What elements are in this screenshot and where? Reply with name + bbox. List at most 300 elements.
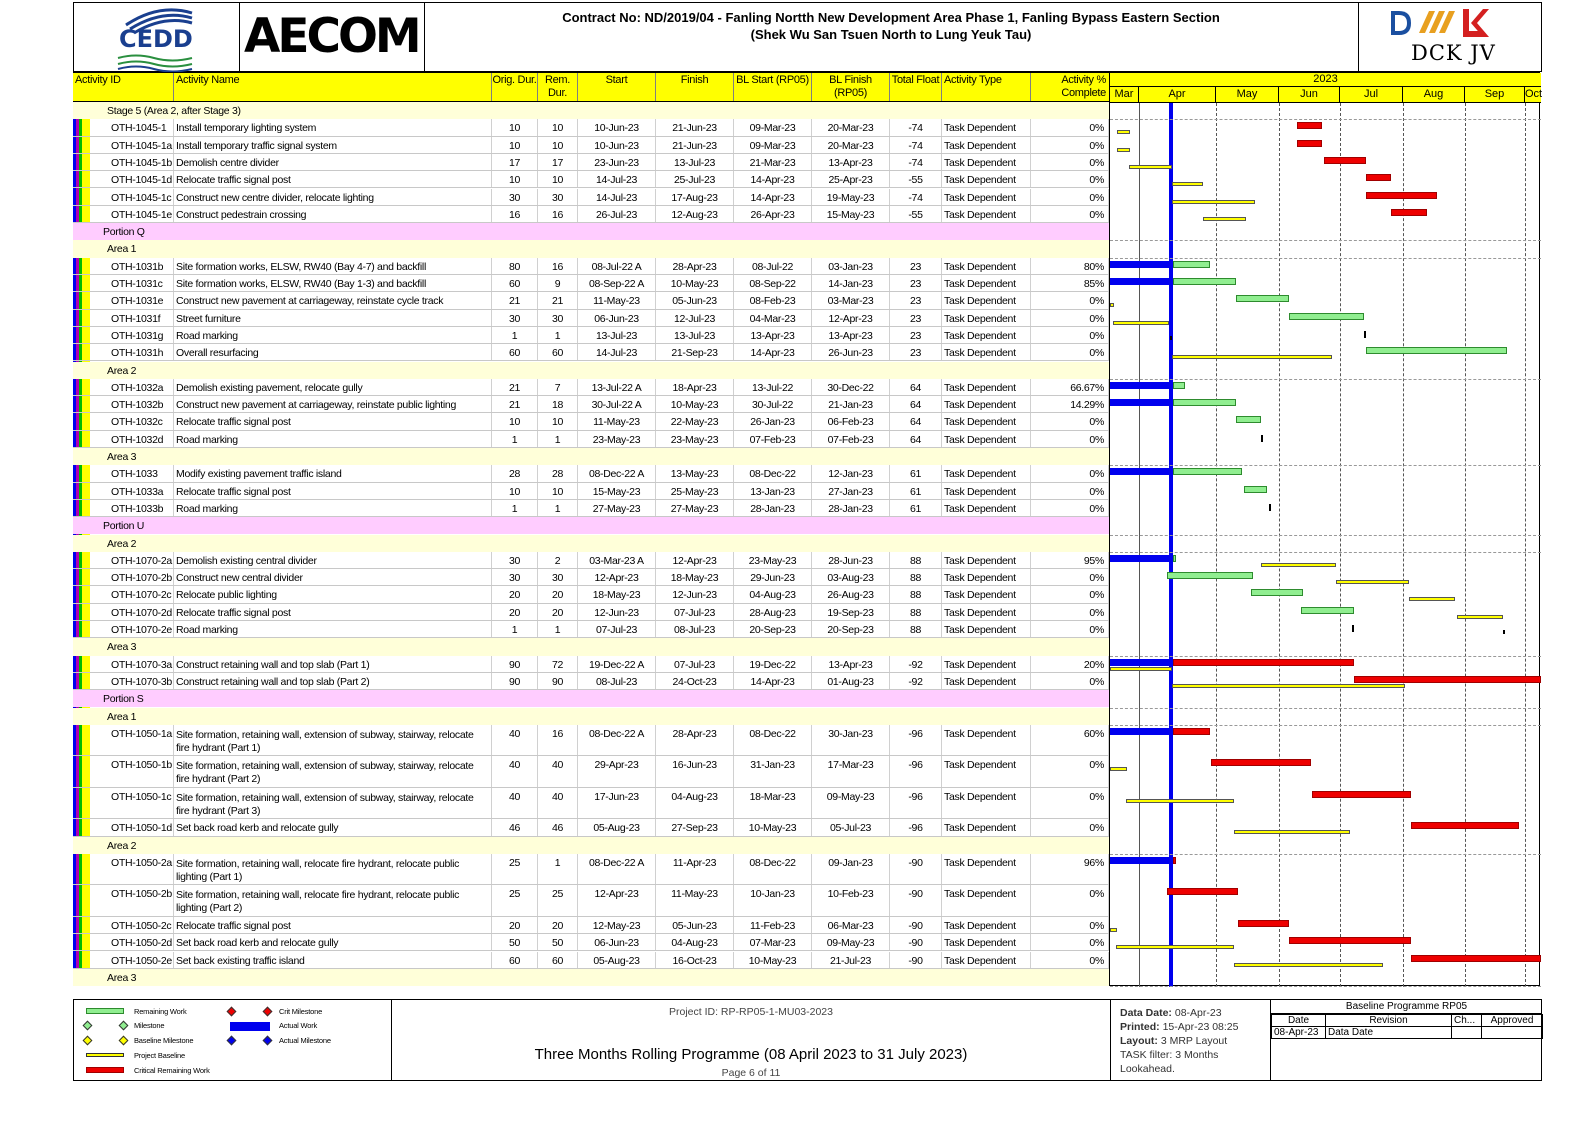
- group-separator: [1110, 258, 1541, 259]
- table-row[interactable]: [73, 673, 1109, 690]
- cell-blf: 14-Jan-23: [812, 275, 890, 291]
- footer: [73, 999, 1542, 1081]
- cell-bls: 14-Apr-23: [734, 673, 812, 689]
- cell-tf: 88: [890, 552, 942, 568]
- cell-pct: 0%: [1031, 154, 1109, 170]
- cell-bls: 21-Mar-23: [734, 154, 812, 170]
- baseline-diamond-icon: [119, 1036, 129, 1046]
- table-row[interactable]: [73, 483, 1109, 500]
- cell-id: OTH-1050-2a: [99, 854, 174, 885]
- cell-orig: 10: [492, 119, 538, 135]
- cell-tf: 64: [890, 396, 942, 412]
- cell-blf: 28-Jan-23: [812, 500, 890, 516]
- legend-remaining: Remaining Work: [134, 1007, 187, 1016]
- cell-tf: 23: [890, 327, 942, 343]
- cell-finish: 10-May-23: [656, 275, 734, 291]
- cell-name: Site formation works, ELSW, RW40 (Bay 1-3) and backfill: [174, 275, 492, 291]
- cell-start: 08-Sep-22 A: [578, 275, 656, 291]
- cell-blf: 30-Jan-23: [812, 725, 890, 756]
- cell-finish: 04-Aug-23: [656, 934, 734, 950]
- cell-orig: 80: [492, 258, 538, 274]
- month-jun: Jun: [1279, 87, 1340, 102]
- col-activity-name: Activity Name: [174, 73, 492, 101]
- cell-name: Relocate traffic signal post: [174, 483, 492, 499]
- cell-tf: 88: [890, 604, 942, 620]
- table-row[interactable]: [73, 137, 1109, 154]
- table-row[interactable]: [73, 396, 1109, 413]
- rev-col-revision: Revision: [1326, 1015, 1452, 1027]
- cell-id: OTH-1050-2b: [99, 885, 174, 916]
- baseline-bar: [1261, 563, 1336, 567]
- cell-blf: 20-Mar-23: [812, 137, 890, 153]
- month-sep: Sep: [1465, 87, 1525, 102]
- cell-id: OTH-1033a: [99, 483, 174, 499]
- legend-milestone: Milestone: [134, 1021, 165, 1030]
- cell-type: Task Dependent: [942, 206, 1031, 222]
- table-row[interactable]: [73, 569, 1109, 586]
- cell-start: 06-Jun-23: [578, 310, 656, 326]
- cell-finish: 17-Aug-23: [656, 189, 734, 205]
- legend: [74, 1000, 392, 1080]
- cell-start: 12-Jun-23: [578, 604, 656, 620]
- cell-rem: 1: [538, 431, 578, 447]
- cell-pct: 66.67%: [1031, 379, 1109, 395]
- cell-name: Site formation, retaining wall, extension of subway, stairway, relocate fire hydrant (Part 2): [174, 756, 492, 787]
- col-activity-id: Activity ID: [73, 73, 174, 101]
- cell-pct: 0%: [1031, 292, 1109, 308]
- activity-table: [73, 102, 1109, 986]
- cell-rem: 10: [538, 137, 578, 153]
- critical-work-bar: [1411, 955, 1541, 962]
- cell-bls: 04-Aug-23: [734, 586, 812, 602]
- table-row[interactable]: [73, 934, 1109, 951]
- cell-finish: 28-Apr-23: [656, 258, 734, 274]
- cell-type: Task Dependent: [942, 725, 1031, 756]
- data-date: 08-Apr-23: [1174, 1007, 1222, 1019]
- table-row[interactable]: [73, 327, 1109, 344]
- table-row[interactable]: [73, 465, 1109, 482]
- rev-approved: [1482, 1027, 1543, 1039]
- remaining-work-bar: [1173, 468, 1242, 475]
- cell-rem: 16: [538, 258, 578, 274]
- contract-line-2: (Shek Wu San Tsuen North to Lung Yeuk Tau): [750, 27, 1032, 42]
- cell-rem: 1: [538, 621, 578, 637]
- actual-work-bar: [1110, 728, 1171, 735]
- milestone-diamond-icon: [83, 1021, 93, 1031]
- table-row[interactable]: [73, 310, 1109, 327]
- table-row[interactable]: [73, 917, 1109, 934]
- cell-finish: 13-May-23: [656, 465, 734, 481]
- cell-bls: 23-May-23: [734, 552, 812, 568]
- cell-type: Task Dependent: [942, 189, 1031, 205]
- cell-bls: 28-Jan-23: [734, 500, 812, 516]
- cell-rem: 2: [538, 552, 578, 568]
- cell-rem: 10: [538, 483, 578, 499]
- layout-label: Layout:: [1120, 1035, 1158, 1047]
- cell-blf: 21-Jan-23: [812, 396, 890, 412]
- cell-pct: 0%: [1031, 310, 1109, 326]
- cell-tf: -96: [890, 788, 942, 819]
- data-date-box: [1110, 1000, 1270, 1080]
- cell-bls: 09-Mar-23: [734, 119, 812, 135]
- cell-type: Task Dependent: [942, 171, 1031, 187]
- cell-finish: 13-Jul-23: [656, 327, 734, 343]
- table-row[interactable]: [73, 725, 1109, 757]
- actual-work-bar: [1110, 399, 1171, 406]
- cell-finish: 27-May-23: [656, 500, 734, 516]
- cell-finish: 23-May-23: [656, 431, 734, 447]
- cell-pct: 0%: [1031, 819, 1109, 835]
- area-header: Stage 5 (Area 2, after Stage 3): [73, 102, 1109, 119]
- cell-blf: 19-Sep-23: [812, 604, 890, 620]
- cell-finish: 16-Jun-23: [656, 756, 734, 787]
- remaining-work-bar: [1173, 382, 1185, 389]
- cell-tf: -55: [890, 171, 942, 187]
- rev-revision: Data Date: [1326, 1027, 1452, 1039]
- cell-tf: -92: [890, 673, 942, 689]
- cell-blf: 21-Jul-23: [812, 952, 890, 968]
- table-row[interactable]: [73, 292, 1109, 309]
- cell-type: Task Dependent: [942, 569, 1031, 585]
- cell-type: Task Dependent: [942, 604, 1031, 620]
- cell-finish: 22-May-23: [656, 413, 734, 429]
- actual-work-bar: [1110, 659, 1171, 666]
- cell-bls: 14-Apr-23: [734, 171, 812, 187]
- area-header: Area 3: [73, 448, 1109, 465]
- cell-rem: 30: [538, 189, 578, 205]
- cell-id: OTH-1031c: [99, 275, 174, 291]
- cell-rem: 18: [538, 396, 578, 412]
- cell-rem: 21: [538, 292, 578, 308]
- cell-type: Task Dependent: [942, 885, 1031, 916]
- table-row[interactable]: [73, 189, 1109, 206]
- table-row[interactable]: [73, 854, 1109, 886]
- printed-label: Printed:: [1120, 1021, 1160, 1033]
- cell-name: Street furniture: [174, 310, 492, 326]
- group-separator: [1110, 379, 1541, 380]
- cell-finish: 05-Jun-23: [656, 917, 734, 933]
- cell-start: 08-Dec-22 A: [578, 725, 656, 756]
- cell-name: Demolish existing central divider: [174, 552, 492, 568]
- cell-finish: 07-Jul-23: [656, 656, 734, 672]
- cell-start: 14-Jul-23: [578, 189, 656, 205]
- table-row[interactable]: [73, 171, 1109, 188]
- cell-type: Task Dependent: [942, 258, 1031, 274]
- cell-start: 12-Apr-23: [578, 885, 656, 916]
- cell-tf: -96: [890, 819, 942, 835]
- critical-work-bar: [1238, 920, 1289, 927]
- cell-tf: -96: [890, 725, 942, 756]
- cell-start: 27-May-23: [578, 500, 656, 516]
- cell-tf: 61: [890, 483, 942, 499]
- cell-blf: 06-Feb-23: [812, 413, 890, 429]
- table-row[interactable]: [73, 413, 1109, 430]
- cell-start: 03-Mar-23 A: [578, 552, 656, 568]
- table-row[interactable]: [73, 275, 1109, 292]
- baseline-bar: [1110, 303, 1114, 307]
- cell-type: Task Dependent: [942, 413, 1031, 429]
- milestone-tick: [1364, 331, 1366, 338]
- cell-rem: 16: [538, 725, 578, 756]
- cell-tf: -90: [890, 854, 942, 885]
- cell-start: 13-Jul-23: [578, 327, 656, 343]
- cell-pct: 0%: [1031, 500, 1109, 516]
- cell-pct: 60%: [1031, 725, 1109, 756]
- cell-rem: 1: [538, 854, 578, 885]
- cell-pct: 80%: [1031, 258, 1109, 274]
- cedd-logo: [74, 3, 240, 71]
- cell-id: OTH-1050-1c: [99, 788, 174, 819]
- cell-orig: 40: [492, 756, 538, 787]
- cell-finish: 21-Sep-23: [656, 344, 734, 360]
- cell-name: Construct new pavement at carriageway, reinstate cycle track: [174, 292, 492, 308]
- cell-id: OTH-1033b: [99, 500, 174, 516]
- cell-id: OTH-1070-2c: [99, 586, 174, 602]
- table-row[interactable]: [73, 258, 1109, 275]
- group-separator: [1110, 240, 1541, 241]
- cell-pct: 0%: [1031, 673, 1109, 689]
- cell-name: Relocate traffic signal post: [174, 604, 492, 620]
- remaining-work-bar: [1289, 313, 1364, 320]
- cell-rem: 25: [538, 885, 578, 916]
- cell-orig: 40: [492, 788, 538, 819]
- cell-pct: 14.29%: [1031, 396, 1109, 412]
- cell-orig: 28: [492, 465, 538, 481]
- cell-orig: 10: [492, 171, 538, 187]
- baseline-bar: [1203, 217, 1246, 221]
- cell-finish: 16-Oct-23: [656, 952, 734, 968]
- cell-name: Demolish existing pavement, relocate gully: [174, 379, 492, 395]
- cell-blf: 13-Apr-23: [812, 656, 890, 672]
- cell-bls: 30-Jul-22: [734, 396, 812, 412]
- group-separator: [1110, 708, 1541, 709]
- layout-name: 3 MRP Layout: [1160, 1035, 1228, 1047]
- col-start: Start: [578, 73, 656, 101]
- cell-finish: 11-Apr-23: [656, 854, 734, 885]
- cell-bls: 14-Apr-23: [734, 189, 812, 205]
- group-separator: [1110, 465, 1541, 466]
- cell-orig: 60: [492, 344, 538, 360]
- cell-tf: -90: [890, 917, 942, 933]
- group-separator: [1110, 119, 1541, 120]
- cell-rem: 72: [538, 656, 578, 672]
- task-filter: TASK filter: 3 Months Lookahead.: [1120, 1049, 1219, 1075]
- cell-id: OTH-1070-2e: [99, 621, 174, 637]
- baseline-bar: [1409, 597, 1455, 601]
- table-row[interactable]: [73, 952, 1109, 969]
- dck-emblems-icon: [1359, 3, 1543, 43]
- cell-start: 23-Jun-23: [578, 154, 656, 170]
- cell-blf: 28-Jun-23: [812, 552, 890, 568]
- cell-finish: 27-Sep-23: [656, 819, 734, 835]
- critical-work-bar: [1173, 728, 1210, 735]
- cell-type: Task Dependent: [942, 673, 1031, 689]
- cell-type: Task Dependent: [942, 465, 1031, 481]
- cell-pct: 0%: [1031, 344, 1109, 360]
- remaining-work-bar: [1173, 278, 1236, 285]
- table-row[interactable]: [73, 788, 1109, 820]
- table-row[interactable]: [73, 621, 1109, 638]
- cell-id: OTH-1070-2b: [99, 569, 174, 585]
- baseline-tick: [1170, 336, 1172, 340]
- cell-blf: 12-Apr-23: [812, 310, 890, 326]
- cell-rem: 20: [538, 586, 578, 602]
- cell-blf: 13-Apr-23: [812, 327, 890, 343]
- table-row[interactable]: [73, 500, 1109, 517]
- cell-tf: -92: [890, 656, 942, 672]
- table-row[interactable]: [73, 656, 1109, 673]
- table-row[interactable]: [73, 885, 1109, 917]
- month-aug: Aug: [1403, 87, 1465, 102]
- cell-pct: 0%: [1031, 465, 1109, 481]
- month-mar: Mar: [1110, 87, 1139, 102]
- milestone-tick: [1261, 435, 1263, 442]
- cell-name: Modify existing pavement traffic island: [174, 465, 492, 481]
- cell-bls: 07-Mar-23: [734, 934, 812, 950]
- area-header: Area 1: [73, 240, 1109, 257]
- cell-rem: 40: [538, 756, 578, 787]
- cell-blf: 15-May-23: [812, 206, 890, 222]
- table-row[interactable]: [73, 344, 1109, 361]
- cell-id: OTH-1032c: [99, 413, 174, 429]
- remaining-work-bar: [1236, 416, 1260, 423]
- group-separator: [1110, 535, 1541, 536]
- cell-start: 18-May-23: [578, 586, 656, 602]
- legend-critical-remaining: Critical Remaining Work: [134, 1066, 210, 1075]
- critical-work-bar: [1211, 759, 1312, 766]
- cell-type: Task Dependent: [942, 854, 1031, 885]
- cell-tf: 88: [890, 569, 942, 585]
- cell-orig: 25: [492, 885, 538, 916]
- group-separator: [1110, 986, 1541, 987]
- cell-orig: 1: [492, 327, 538, 343]
- cell-blf: 25-Apr-23: [812, 171, 890, 187]
- portion-header: Portion U: [73, 517, 1109, 534]
- cell-rem: 30: [538, 569, 578, 585]
- cell-bls: 26-Apr-23: [734, 206, 812, 222]
- cell-rem: 20: [538, 604, 578, 620]
- cell-id: OTH-1033: [99, 465, 174, 481]
- cell-tf: 23: [890, 275, 942, 291]
- remaining-work-bar: [1251, 589, 1304, 596]
- table-row[interactable]: [73, 119, 1109, 136]
- table-row[interactable]: [73, 206, 1109, 223]
- cell-orig: 40: [492, 725, 538, 756]
- cell-blf: 30-Dec-22: [812, 379, 890, 395]
- table-row[interactable]: [73, 379, 1109, 396]
- cell-name: Overall resurfacing: [174, 344, 492, 360]
- cell-name: Relocate public lighting: [174, 586, 492, 602]
- cell-rem: 20: [538, 917, 578, 933]
- table-row[interactable]: [73, 604, 1109, 621]
- dck-logo: [1358, 3, 1542, 71]
- cell-orig: 30: [492, 310, 538, 326]
- cell-orig: 1: [492, 500, 538, 516]
- cell-tf: 23: [890, 310, 942, 326]
- col-activity-type: Activity Type: [942, 73, 1031, 101]
- cell-type: Task Dependent: [942, 431, 1031, 447]
- cell-finish: 13-Jul-23: [656, 154, 734, 170]
- table-row[interactable]: [73, 586, 1109, 603]
- cell-bls: 08-Feb-23: [734, 292, 812, 308]
- cell-bls: 08-Jul-22: [734, 258, 812, 274]
- cell-id: OTH-1050-2c: [99, 917, 174, 933]
- cell-id: OTH-1070-2a: [99, 552, 174, 568]
- cell-orig: 21: [492, 292, 538, 308]
- actual-diamond-icon: [263, 1036, 273, 1046]
- cell-rem: 30: [538, 310, 578, 326]
- cell-rem: 1: [538, 500, 578, 516]
- cell-name: Road marking: [174, 500, 492, 516]
- table-row[interactable]: [73, 431, 1109, 448]
- cell-pct: 0%: [1031, 586, 1109, 602]
- cell-id: OTH-1070-3a: [99, 656, 174, 672]
- cell-id: OTH-1032b: [99, 396, 174, 412]
- remaining-work-bar: [1366, 347, 1507, 354]
- cell-rem: 60: [538, 952, 578, 968]
- actual-diamond-icon: [227, 1036, 237, 1046]
- cell-blf: 26-Aug-23: [812, 586, 890, 602]
- cell-orig: 30: [492, 189, 538, 205]
- programme-title: Three Months Rolling Programme (08 April 2023 to 31 July 2023): [534, 1046, 968, 1063]
- legend-baseline-swatch: [86, 1053, 124, 1057]
- col-finish: Finish: [656, 73, 734, 101]
- cell-orig: 20: [492, 586, 538, 602]
- cell-tf: 61: [890, 500, 942, 516]
- crit-diamond-icon: [263, 1007, 273, 1017]
- cell-bls: 14-Apr-23: [734, 344, 812, 360]
- header: [73, 2, 1542, 72]
- critical-work-bar: [1289, 937, 1411, 944]
- cell-blf: 27-Jan-23: [812, 483, 890, 499]
- cell-blf: 09-May-23: [812, 788, 890, 819]
- remaining-work-bar: [1173, 555, 1176, 562]
- cell-tf: -90: [890, 934, 942, 950]
- area-header: Area 2: [73, 362, 1109, 379]
- cell-type: Task Dependent: [942, 952, 1031, 968]
- critical-work-bar: [1366, 192, 1437, 199]
- cell-blf: 03-Jan-23: [812, 258, 890, 274]
- cell-blf: 20-Mar-23: [812, 119, 890, 135]
- actual-work-bar: [1110, 468, 1171, 475]
- cell-blf: 09-Jan-23: [812, 854, 890, 885]
- cell-pct: 96%: [1031, 854, 1109, 885]
- cell-finish: 10-May-23: [656, 396, 734, 412]
- cell-type: Task Dependent: [942, 656, 1031, 672]
- cell-orig: 60: [492, 952, 538, 968]
- cell-id: OTH-1045-1a: [99, 137, 174, 153]
- cell-pct: 0%: [1031, 952, 1109, 968]
- cell-blf: 12-Jan-23: [812, 465, 890, 481]
- legend-crit-milestone: Crit Milestone: [279, 1007, 323, 1016]
- cell-pct: 0%: [1031, 756, 1109, 787]
- legend-actual-milestone: Actual Milestone: [279, 1036, 331, 1045]
- cell-start: 06-Jun-23: [578, 934, 656, 950]
- cell-id: OTH-1032d: [99, 431, 174, 447]
- cell-orig: 25: [492, 854, 538, 885]
- table-row[interactable]: [73, 756, 1109, 788]
- cell-name: Road marking: [174, 327, 492, 343]
- table-row[interactable]: [73, 154, 1109, 171]
- cell-rem: 9: [538, 275, 578, 291]
- actual-work-bar: [1110, 261, 1171, 268]
- table-row[interactable]: [73, 819, 1109, 836]
- table-row[interactable]: [73, 552, 1109, 569]
- remaining-work-bar: [1301, 607, 1354, 614]
- baseline-bar: [1457, 615, 1503, 619]
- cell-id: OTH-1070-2d: [99, 604, 174, 620]
- gantt-chart: [1109, 72, 1543, 986]
